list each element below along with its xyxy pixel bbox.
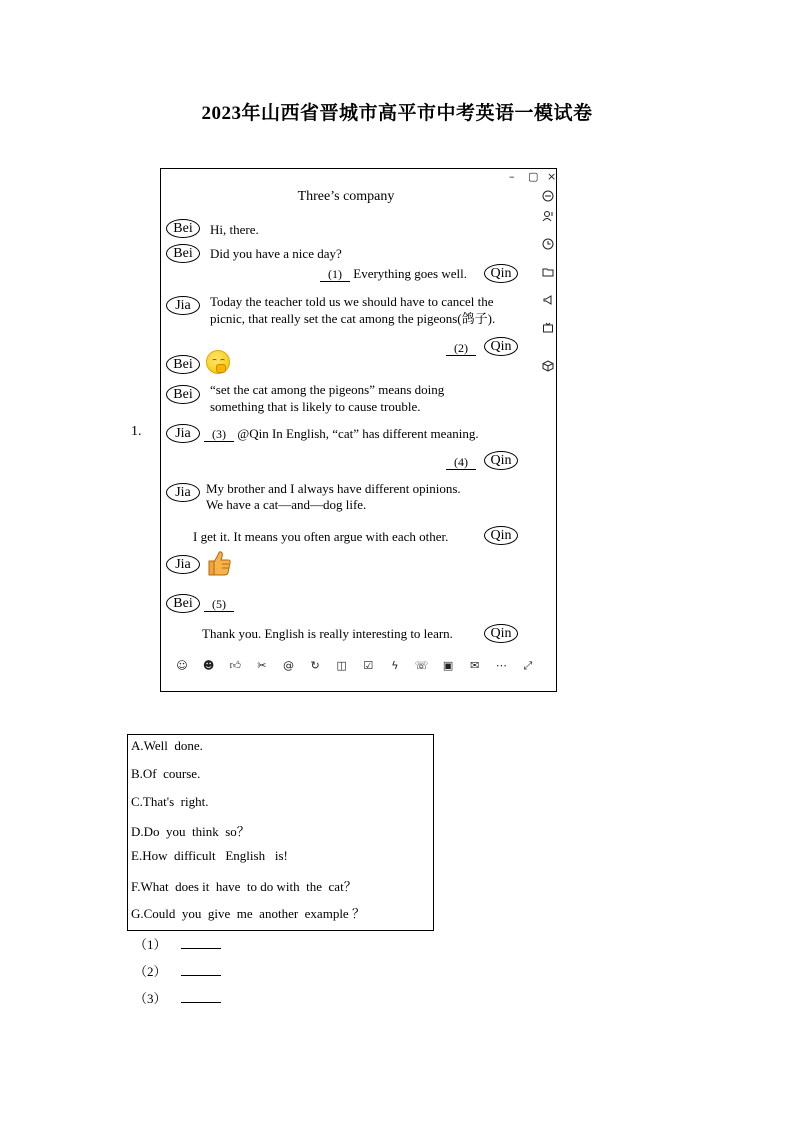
sender-badge: Jia [166, 483, 200, 502]
thumbs-up-emoji-icon [205, 549, 233, 577]
mail-icon[interactable]: ✉ [470, 659, 480, 672]
sender-badge: Jia [166, 296, 200, 315]
message-text: picnic, that really set the cat among the pigeons(鸽子). [210, 311, 496, 326]
answer-blank: (3) [204, 427, 234, 442]
message-text: My brother and I always have different opinions. [206, 481, 461, 496]
option-e: E.How difficult English is! [131, 848, 288, 863]
chat-title: Three’s company [297, 189, 395, 204]
message-text: Thank you. English is really interesting to learn. [202, 626, 453, 641]
message-row [320, 265, 467, 282]
sender-badge: Qin [484, 451, 518, 470]
sender-badge: Bei [166, 355, 200, 374]
answer-label: （1） [134, 937, 167, 952]
mention-icon[interactable]: @ [282, 659, 294, 672]
sender-badge: Bei [166, 594, 200, 613]
message-row [446, 339, 476, 356]
sender-badge: Jia [166, 555, 200, 574]
expand-icon[interactable]: ⤢ [523, 659, 533, 672]
answer-line [134, 934, 221, 953]
question-number: 1. [131, 424, 142, 439]
sender-badge: Bei [166, 219, 200, 238]
answer-input[interactable] [181, 937, 221, 949]
sender-badge: Qin [484, 264, 518, 283]
refresh-icon[interactable]: ↻ [310, 659, 320, 672]
lightning-icon[interactable]: ϟ [391, 659, 399, 672]
option-a: A.Well done. [131, 738, 203, 753]
message-row [446, 453, 476, 470]
sender-badge: Jia [166, 424, 200, 443]
option-c: C.That's right. [131, 794, 209, 809]
thumbs-up-icon[interactable]: 👍︎ [229, 659, 241, 672]
message-text: something that is likely to cause trouble. [210, 399, 421, 414]
answer-blank: (2) [446, 341, 476, 356]
maximize-icon[interactable]: ▢ [528, 170, 539, 183]
option-f: F.What does it have to do with the cat？ [131, 879, 357, 894]
add-member-icon[interactable] [541, 209, 555, 223]
answer-label: （3） [134, 991, 167, 1006]
answer-blank: (5) [204, 597, 234, 612]
option-b: B.Of course. [131, 766, 201, 781]
answer-input[interactable] [181, 991, 221, 1003]
message-text: @Qin In English, “cat” has different meaning. [237, 426, 479, 441]
scissors-icon[interactable]: ✂ [257, 659, 267, 672]
message-text: I get it. It means you often argue with each other. [193, 529, 449, 544]
option-g: G.Could you give me another example ？ [131, 906, 365, 921]
phone-icon[interactable]: ☏ [414, 659, 429, 672]
yawning-emoji-icon [206, 350, 230, 374]
sender-badge: Bei [166, 385, 200, 404]
screen-icon[interactable]: ▣ [442, 659, 454, 672]
message-text: Everything goes well. [353, 266, 467, 281]
message-text: Hi, there. [210, 222, 259, 237]
chat-window [160, 168, 557, 692]
message-row [204, 425, 479, 442]
message-text: “set the cat among the pigeons” means doing [210, 382, 445, 397]
minimize-icon[interactable]: – [509, 170, 515, 183]
answer-input[interactable] [181, 964, 221, 976]
message-text: Did you have a nice day? [210, 246, 342, 261]
answer-blank: (1) [320, 267, 350, 282]
close-icon[interactable]: × [547, 170, 557, 183]
sender-badge: Qin [484, 337, 518, 356]
sender-badge: Qin [484, 624, 518, 643]
answer-line [134, 988, 221, 1007]
message-row [204, 595, 234, 612]
more-icon[interactable]: ⋯ [495, 659, 507, 672]
sender-badge: Bei [166, 244, 200, 263]
tv-icon[interactable] [541, 321, 555, 335]
sender-badge: Qin [484, 526, 518, 545]
message-text: Today the teacher told us we should have to cancel the [210, 294, 494, 309]
minus-circle-icon[interactable] [541, 189, 555, 203]
folder-icon[interactable] [541, 265, 555, 279]
cube-icon[interactable] [541, 359, 555, 373]
answer-blank: (4) [446, 455, 476, 470]
answer-label: （2） [134, 964, 167, 979]
clock-icon[interactable] [541, 237, 555, 251]
options-box [127, 734, 434, 931]
chat-toolbar [175, 659, 535, 673]
smile-icon[interactable]: ☻ [202, 659, 215, 672]
sticker-icon[interactable]: ◫ [336, 659, 347, 672]
page-title: 2023年山西省晋城市高平市中考英语一模试卷 [201, 103, 593, 124]
option-d: D.Do you think so？ [131, 824, 250, 839]
emoji-icon[interactable]: ☺ [176, 659, 188, 672]
message-text: We have a cat—and—dog life. [206, 497, 367, 512]
answer-line [134, 961, 221, 980]
announcement-icon[interactable] [541, 293, 555, 307]
checkbox-icon[interactable]: ☑ [363, 659, 374, 672]
